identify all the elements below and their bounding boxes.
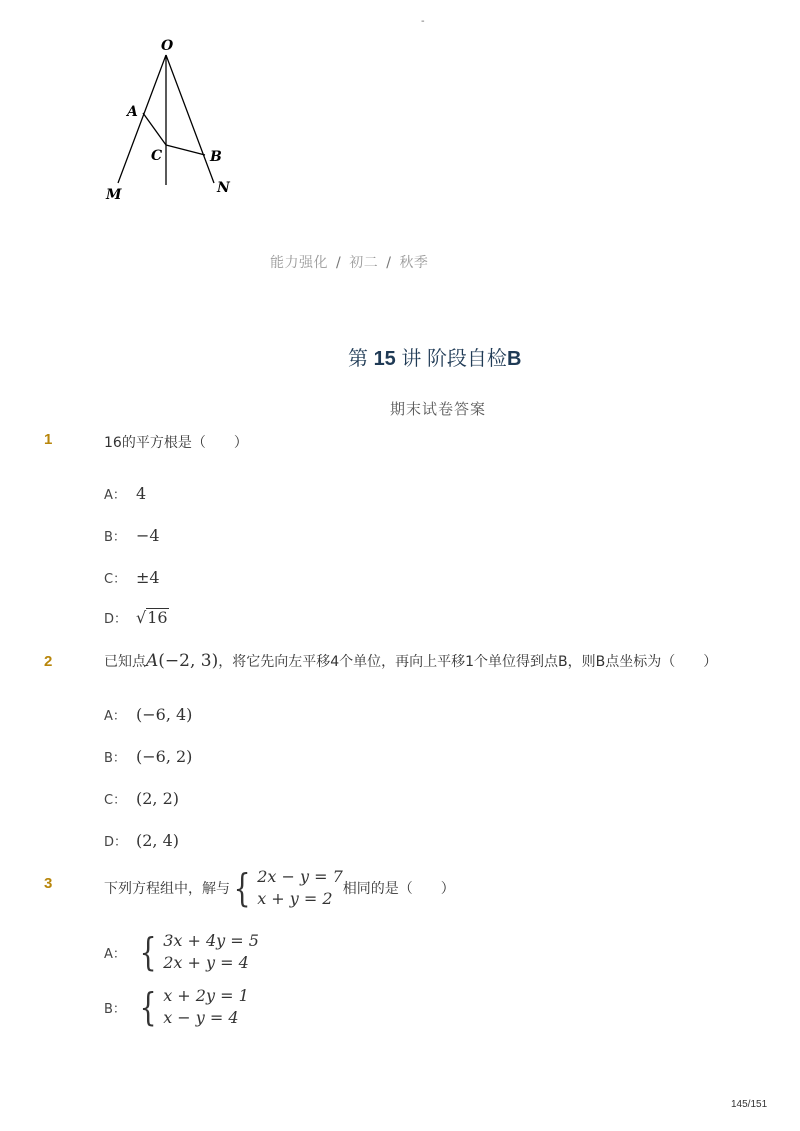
option-value: (−6, 4) [136, 705, 193, 724]
option-label: C： [104, 793, 127, 808]
breadcrumb [270, 252, 428, 272]
ray-on [166, 55, 214, 183]
breadcrumb-course: 能力强化 [270, 255, 328, 271]
segment-ac [143, 113, 166, 145]
breadcrumb-term: 秋季 [399, 255, 429, 271]
label-o: O [161, 38, 174, 54]
label-m: M [106, 187, 122, 203]
equation-line: 2x + y = 4 [163, 953, 249, 972]
breadcrumb-separator: / [336, 255, 342, 271]
equation-system [136, 930, 259, 974]
question-number: 2 [44, 653, 53, 670]
option-value: ±4 [136, 568, 160, 587]
question-number: 1 [44, 431, 53, 448]
option-label: D： [104, 612, 128, 627]
option-1c[interactable] [104, 568, 160, 587]
label-a: A [127, 104, 138, 120]
option-1b[interactable] [104, 526, 160, 545]
option-label: A： [104, 488, 126, 503]
option-2d[interactable] [104, 831, 179, 850]
equation-system [230, 866, 343, 910]
option-3a[interactable] [104, 930, 259, 974]
option-label: C： [104, 572, 127, 587]
option-1d[interactable] [104, 608, 169, 627]
label-c: C [151, 148, 163, 164]
segment-cb [166, 145, 205, 155]
option-label: A： [104, 946, 126, 962]
brace-icon: { [233, 866, 251, 910]
equation-line: 3x + 4y = 5 [163, 931, 259, 950]
question-text-after: ，将它先向左平移4个单位，再向上平移1个单位得到点B，则B点坐标为（ ） [218, 654, 718, 670]
lecture-title [348, 342, 521, 371]
option-1a[interactable] [104, 484, 146, 503]
question-text-before: 已知点 [104, 654, 146, 670]
question-text: 16的平方根是（ ） [104, 435, 248, 451]
lecture-number: 15 [373, 348, 396, 370]
option-2a[interactable] [104, 705, 192, 724]
question-text-after: 相同的是（ ） [342, 881, 455, 897]
option-value: (−6, 2) [136, 747, 193, 766]
sqrt-expression [136, 608, 169, 627]
option-value: −4 [136, 526, 160, 545]
option-value: (2, 4) [136, 831, 180, 850]
radicand: 16 [147, 608, 168, 627]
question-text [104, 651, 717, 671]
option-label: B： [104, 530, 126, 545]
question-number: 3 [44, 875, 53, 892]
lecture-mid: 讲 [401, 348, 422, 370]
equation-system [136, 985, 249, 1029]
option-label: B： [104, 751, 126, 766]
geometry-figure [100, 33, 250, 208]
label-n: N [217, 180, 230, 196]
option-label: B： [104, 1001, 126, 1017]
equation-line: x + 2y = 1 [163, 986, 249, 1005]
breadcrumb-separator: / [386, 255, 392, 271]
option-2b[interactable] [104, 747, 192, 766]
page-number: 145/151 [731, 1099, 768, 1110]
option-3b[interactable] [104, 985, 249, 1029]
option-value: (2, 2) [136, 789, 180, 808]
option-value: 4 [136, 484, 147, 503]
point-name: A [146, 651, 159, 671]
brace-icon: { [139, 930, 157, 974]
brace-icon: { [139, 985, 157, 1029]
lecture-suffix: B [506, 348, 522, 370]
option-2c[interactable] [104, 789, 179, 808]
equation-line: 2x − y = 7 [257, 867, 343, 886]
label-b: B [210, 149, 222, 165]
option-label: A： [104, 709, 126, 724]
equation-line: x + y = 2 [257, 889, 333, 908]
lecture-name: 阶段自检 [426, 348, 507, 370]
radical-icon: √ [136, 608, 147, 627]
header-mark: - [421, 16, 425, 27]
breadcrumb-grade: 初二 [349, 255, 379, 271]
equation-line: x − y = 4 [163, 1008, 239, 1027]
question-text [104, 866, 455, 910]
point-coords: (−2, 3) [158, 651, 219, 671]
question-text-before: 下列方程组中，解与 [104, 881, 230, 897]
section-subtitle: 期末试卷答案 [390, 400, 487, 418]
lecture-prefix: 第 [348, 348, 368, 370]
option-label: D： [104, 835, 128, 850]
